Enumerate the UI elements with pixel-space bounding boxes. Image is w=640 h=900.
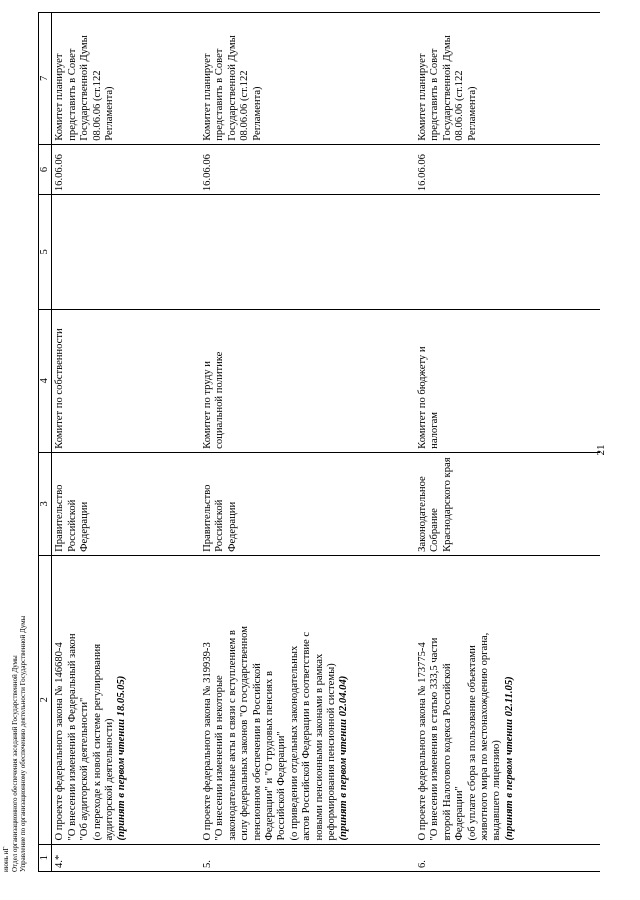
row-number: 4.* [52, 844, 200, 871]
bill-line: "О внесении изменения в статью 333,5 части [429, 637, 441, 841]
date: 16.06.06 [200, 144, 415, 194]
table-row [415, 13, 600, 872]
bill-line: пенсионном обеспечении в Российской [251, 663, 263, 841]
bill-line: аудиторской деятельности) [104, 718, 116, 841]
bill-line: "О внесении изменений в Федеральный закон [66, 633, 78, 841]
note: Комитет планирует представить в Совет Государственной Думы 08.06.06 (ст.122 Регламента) [52, 13, 200, 145]
initiator: Правительство Российской Федерации [52, 452, 200, 555]
table-row [52, 13, 200, 872]
initiator: Правительство Российской Федерации [200, 452, 415, 555]
column-5-cell [200, 195, 415, 310]
column-header: 6 [39, 144, 52, 194]
bills-table [38, 12, 600, 872]
footer [2, 616, 28, 872]
table-body [52, 13, 600, 872]
column-header: 2 [39, 555, 52, 844]
bill-line: (об уплате сбора за пользование объектами [466, 645, 478, 841]
bill-line: животного мира по местонахождению органа, [478, 632, 490, 841]
note: Комитет планирует представить в Совет Государственной Думы 08.06.06 (ст.122 Регламента) [415, 13, 600, 145]
date: 16.06.06 [52, 144, 200, 194]
column-header: 3 [39, 452, 52, 555]
column-header: 1 [39, 844, 52, 871]
bill-line: новыми пенсионными законами в рамках [313, 653, 325, 841]
row-number: 5. [200, 844, 415, 871]
bill-line: выдавшего лицензию) [491, 740, 503, 841]
table-row [200, 13, 415, 872]
reading-status: (принят в первом чтении 02.11.05) [503, 676, 515, 841]
bill-line: актов Российской Федерации в соответствие с [301, 631, 313, 841]
bill-line: Федерации" [454, 786, 466, 841]
bill-line: законодательные акты в связи с вступлением в [226, 630, 238, 841]
reading-status: (принят в первом чтении 18.05.05) [116, 675, 128, 841]
bill-line: силу федеральных законов "О государственном [239, 626, 251, 841]
column-5-cell [415, 195, 600, 310]
footer-line: Управление по организационному обеспечению деятельности Государственной Думы [19, 615, 27, 872]
bill-line: (о приведении отдельных законодательных [288, 645, 300, 841]
column-header: 7 [39, 13, 52, 145]
bill-title [200, 555, 415, 844]
note: Комитет планирует представить в Совет Государственной Думы 08.06.06 (ст.122 Регламента) [200, 13, 415, 145]
footer-line: Отдел организационного обеспечения заседаний Государственной Думы [10, 655, 19, 872]
column-5-cell [52, 195, 200, 310]
bill-line: О проекте федерального закона № 319939-3 [201, 642, 213, 841]
initiator: Законодательное Собрание Краснодарского края [415, 452, 600, 555]
bill-line: О проекте федерального закона № 173775-4 [416, 642, 428, 841]
bill-title [52, 555, 200, 844]
bill-title [415, 555, 600, 844]
column-header: 4 [39, 309, 52, 452]
column-header: 5 [39, 195, 52, 310]
bill-line: О проекте федерального закона № 146680-4 [54, 642, 66, 841]
row-number: 6. [415, 844, 600, 871]
page-number: 21 [595, 444, 607, 456]
bill-line: Российской Федерации" [276, 731, 288, 841]
bill-line: "Об аудиторской деятельности" [79, 697, 91, 841]
bill-line: реформирования пенсионной системы) [325, 663, 337, 841]
footer-line: июнь нГ [2, 846, 10, 872]
committee: Комитет по труду и социальной политике [200, 309, 415, 452]
committee: Комитет по собственности [52, 309, 200, 452]
date: 16.06.06 [415, 144, 600, 194]
header-row [39, 13, 52, 872]
reading-status: (принят в первом чтении 02.04.04) [338, 675, 350, 841]
bill-line: второй Налогового кодекса Российской [441, 663, 453, 841]
bill-line: (о переходе к новой системе регулирования [91, 643, 103, 841]
bill-line: Федерации" и "О трудовых пенсиях в [263, 671, 275, 841]
committee: Комитет по бюджету и налогам [415, 309, 600, 452]
bill-line: "О внесении изменений в некоторые [214, 675, 226, 841]
